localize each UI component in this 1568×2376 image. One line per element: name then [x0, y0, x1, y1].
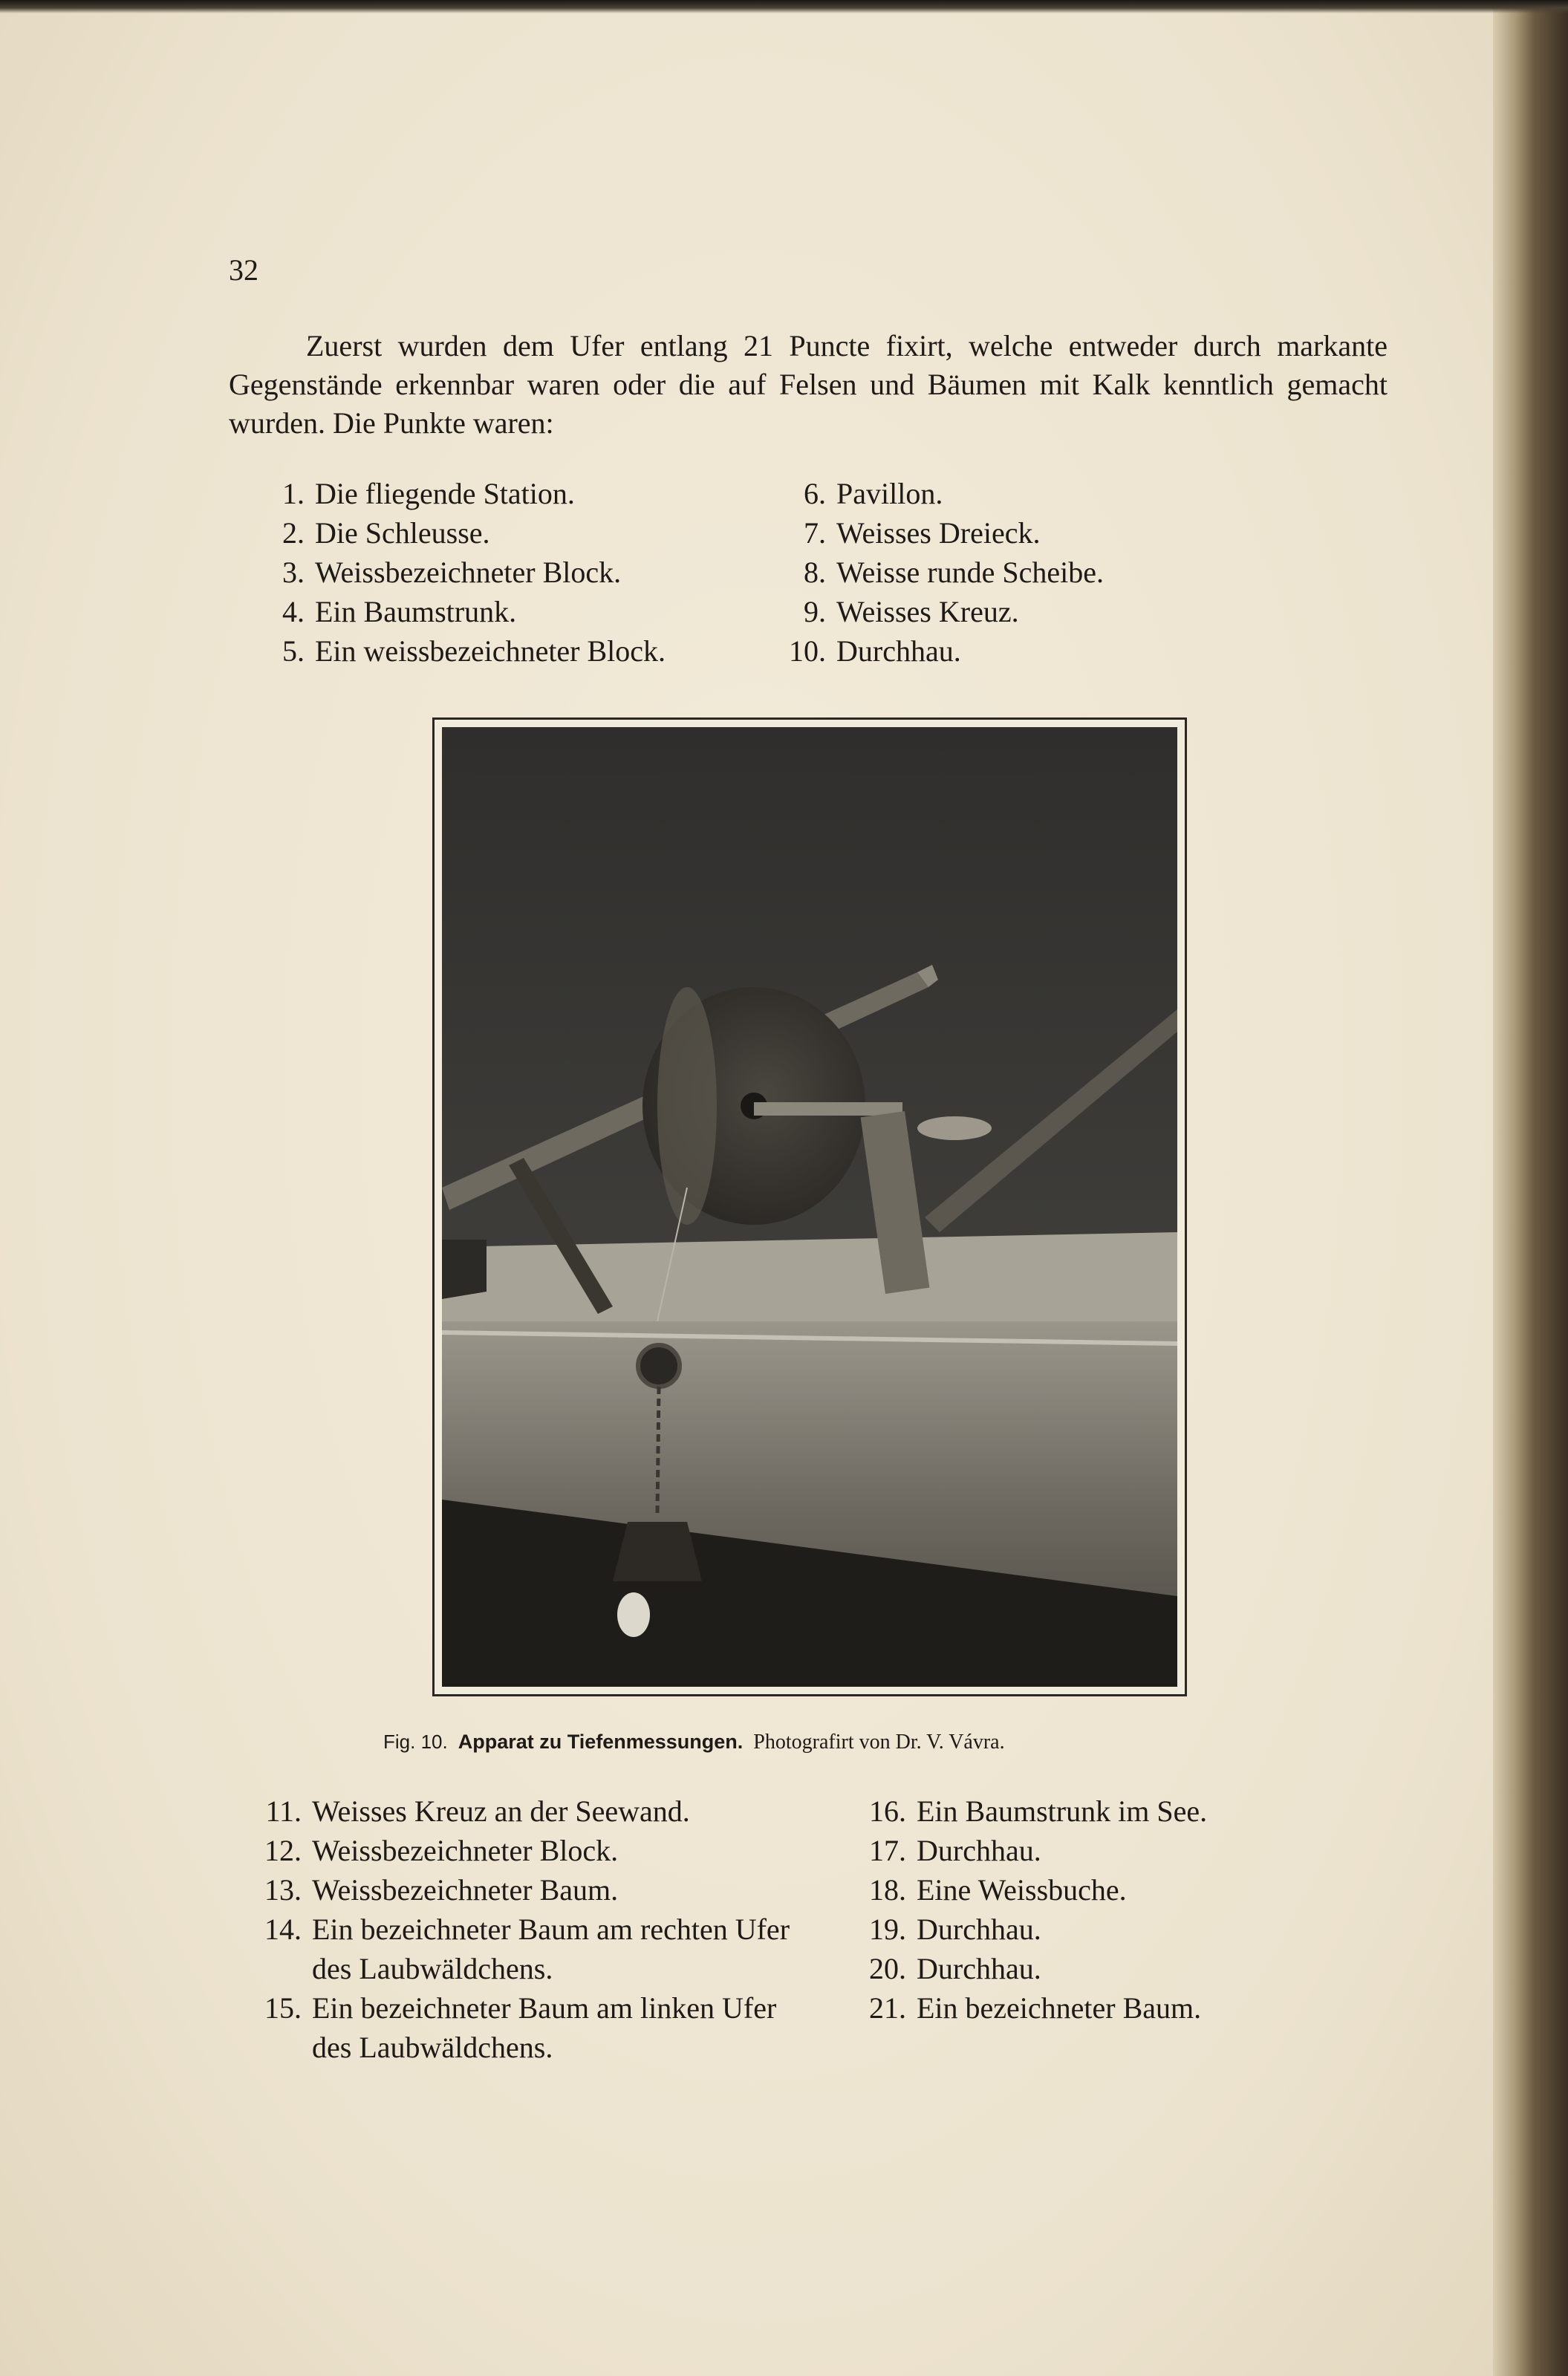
item-number: 9.	[804, 595, 826, 628]
list-item	[854, 1949, 1207, 1988]
item-number: 21.	[869, 1991, 906, 2025]
list-item	[250, 1910, 859, 1988]
list-item	[258, 553, 666, 592]
list-item	[258, 592, 666, 631]
item-number: 2.	[282, 516, 305, 550]
item-number: 20.	[869, 1952, 906, 1985]
item-number: 16.	[869, 1794, 906, 1828]
depth-sounding-apparatus-photo	[442, 727, 1177, 1687]
item-label: Eine Weissbuche.	[917, 1873, 1127, 1907]
item-label: Weissbezeichneter Baum.	[312, 1873, 619, 1907]
item-label: Durchhau.	[917, 1952, 1041, 1985]
item-number: 8.	[804, 556, 826, 589]
list-item	[780, 474, 1104, 513]
list-item	[250, 1791, 859, 1831]
figure-title: Apparat zu Tiefenmessungen.	[458, 1731, 744, 1753]
item-label: Weissbezeichneter Block.	[315, 556, 622, 589]
item-number: 17.	[869, 1834, 906, 1867]
item-label: Die Schleusse.	[315, 516, 490, 550]
item-number: 7.	[804, 516, 826, 550]
item-label: Weisse runde Scheibe.	[836, 556, 1104, 589]
list-item	[854, 1988, 1207, 2028]
item-number: 11.	[265, 1794, 302, 1828]
list-item	[854, 1910, 1207, 1949]
list-item	[780, 513, 1104, 553]
book-spine-shadow	[1493, 0, 1568, 2376]
page-number: 32	[229, 253, 258, 287]
figure-caption	[383, 1731, 1005, 1754]
list-item	[258, 513, 666, 553]
item-label: Weisses Kreuz.	[836, 595, 1019, 628]
list-item	[780, 592, 1104, 631]
top-edge-shadow	[0, 0, 1568, 13]
item-number: 19.	[869, 1913, 906, 1946]
item-label: Weissbezeichneter Block.	[312, 1834, 619, 1867]
item-label: Ein Baumstrunk im See.	[917, 1794, 1208, 1828]
item-label: Ein bezeichneter Baum.	[917, 1991, 1202, 2025]
item-label: Ein weissbezeichneter Block.	[315, 634, 666, 668]
item-number: 6.	[804, 477, 826, 510]
points-list-2-right	[854, 1791, 1207, 2028]
intro-paragraph	[229, 327, 1388, 443]
points-list-1-left	[258, 474, 666, 671]
points-list-1-right	[780, 474, 1104, 671]
list-item	[250, 1870, 859, 1910]
item-number: 5.	[282, 634, 305, 668]
item-label: Ein bezeichneter Baum am linken Ufer des Laubwäldchens.	[312, 1991, 777, 2064]
list-item	[250, 1831, 859, 1870]
item-number: 3.	[282, 556, 305, 589]
item-number: 15.	[264, 1991, 302, 2025]
item-label: Durchhau.	[836, 634, 961, 668]
item-number: 1.	[282, 477, 305, 510]
item-label: Durchhau.	[917, 1834, 1041, 1867]
item-label: Pavillon.	[836, 477, 943, 510]
figure-frame	[432, 717, 1187, 1696]
figure-credit: Photografirt von Dr. V. Vávra.	[753, 1731, 1005, 1754]
list-item	[854, 1791, 1207, 1831]
list-item	[258, 474, 666, 513]
item-label: Die fliegende Station.	[315, 477, 575, 510]
item-number: 14.	[264, 1913, 302, 1946]
list-item	[258, 631, 666, 671]
list-item	[780, 553, 1104, 592]
item-number: 12.	[264, 1834, 302, 1867]
list-item	[854, 1831, 1207, 1870]
item-number: 13.	[264, 1873, 302, 1907]
list-item	[854, 1870, 1207, 1910]
item-label: Weisses Kreuz an der Seewand.	[312, 1794, 690, 1828]
list-item	[780, 631, 1104, 671]
item-label: Ein Baumstrunk.	[315, 595, 517, 628]
item-label: Durchhau.	[917, 1913, 1041, 1946]
list-item	[250, 1988, 859, 2067]
item-number: 4.	[282, 595, 305, 628]
points-list-2-left	[250, 1791, 859, 2067]
figure-label: Fig. 10.	[383, 1731, 448, 1753]
item-label: Weisses Dreieck.	[836, 516, 1041, 550]
item-number: 18.	[869, 1873, 906, 1907]
intro-text: Zuerst wurden dem Ufer entlang 21 Puncte fixirt, welche entweder durch markante Gegenstände erkennbar waren oder die auf Felsen und Bäumen mit Kalk kenntlich gemacht wurden. Die Punkte waren:	[229, 329, 1388, 440]
item-label: Ein bezeichneter Baum am rechten Ufer des Laubwäldchens.	[312, 1913, 790, 1985]
item-number: 10.	[789, 634, 826, 668]
